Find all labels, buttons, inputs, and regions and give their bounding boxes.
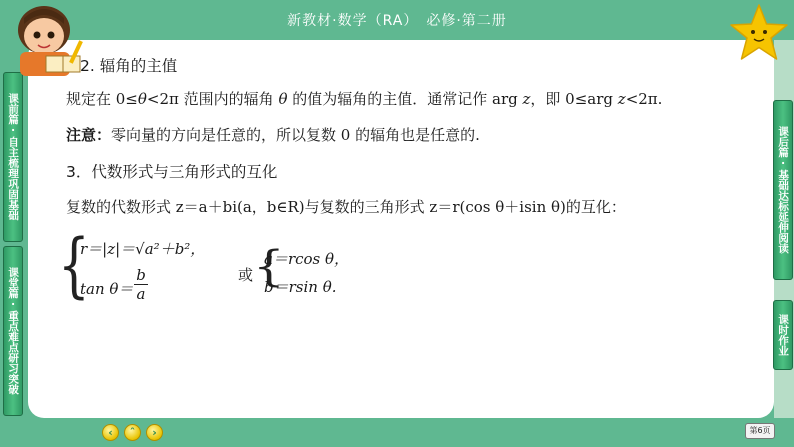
equation-b: b＝rsin θ. xyxy=(264,278,337,296)
star-icon xyxy=(728,2,790,64)
fraction-numerator: b xyxy=(134,266,148,285)
up-arrow-icon[interactable]: ˆ xyxy=(124,424,141,441)
or-label: 或 xyxy=(238,266,254,284)
tab-in-class[interactable] xyxy=(3,246,23,416)
equation-a: a＝rcos θ， xyxy=(264,250,350,268)
left-brace: { xyxy=(58,224,90,306)
tab-post-class[interactable] xyxy=(773,100,793,280)
tab-pre-class[interactable] xyxy=(3,72,23,242)
conversion-paragraph: 复数的代数形式 z＝a＋bi(a，b∈R)与复数的三角形式 z＝r(cos θ＋isin θ)的互化： xyxy=(66,198,626,216)
student-mascot-icon xyxy=(6,0,96,78)
paragraph-principal-value: 规定在 0≤θ<2π 范围内的辐角 θ 的值为辐角的主值．通常记作 arg z，即 0≤arg z<2π. xyxy=(66,90,663,108)
tab-homework[interactable] xyxy=(773,300,793,370)
note-line xyxy=(66,124,480,145)
tab-in-class-label: 课堂篇·重点难点研习突破 xyxy=(7,267,20,395)
note-label: 注意： xyxy=(66,126,112,144)
header-title: 新教材·数学（RA） 必修·第二册 xyxy=(287,13,507,29)
fraction-denominator: a xyxy=(136,285,146,303)
next-arrow-icon[interactable]: › xyxy=(146,424,163,441)
slide-card xyxy=(28,40,774,418)
equation-modulus: r＝|z|＝√a²＋b²， xyxy=(80,240,206,258)
section3-number: 3． xyxy=(66,163,92,181)
right-brace: { xyxy=(253,241,285,291)
prev-arrow-icon[interactable]: ‹ xyxy=(102,424,119,441)
section-heading-3 xyxy=(66,160,277,182)
slide-content xyxy=(28,40,774,418)
note-text: 零向量的方向是任意的，所以复数 0 的辐角也是任意的. xyxy=(111,126,480,144)
header-bar xyxy=(0,0,794,42)
tab-post-class-label: 课后篇·基础达标延伸阅读 xyxy=(777,126,790,254)
heading-text: 辐角的主值 xyxy=(99,57,178,75)
section3-title: 代数形式与三角形式的互化 xyxy=(91,163,278,181)
tab-pre-class-label: 课前篇·自主梳理巩固基础 xyxy=(7,93,20,221)
heading-number: 2. xyxy=(80,57,95,75)
tab-homework-label: 课时作业 xyxy=(777,314,790,356)
page-number: 第6页 xyxy=(745,423,775,439)
fraction-b-over-a xyxy=(134,266,148,303)
equation-tan: tan θ＝ xyxy=(80,280,134,298)
